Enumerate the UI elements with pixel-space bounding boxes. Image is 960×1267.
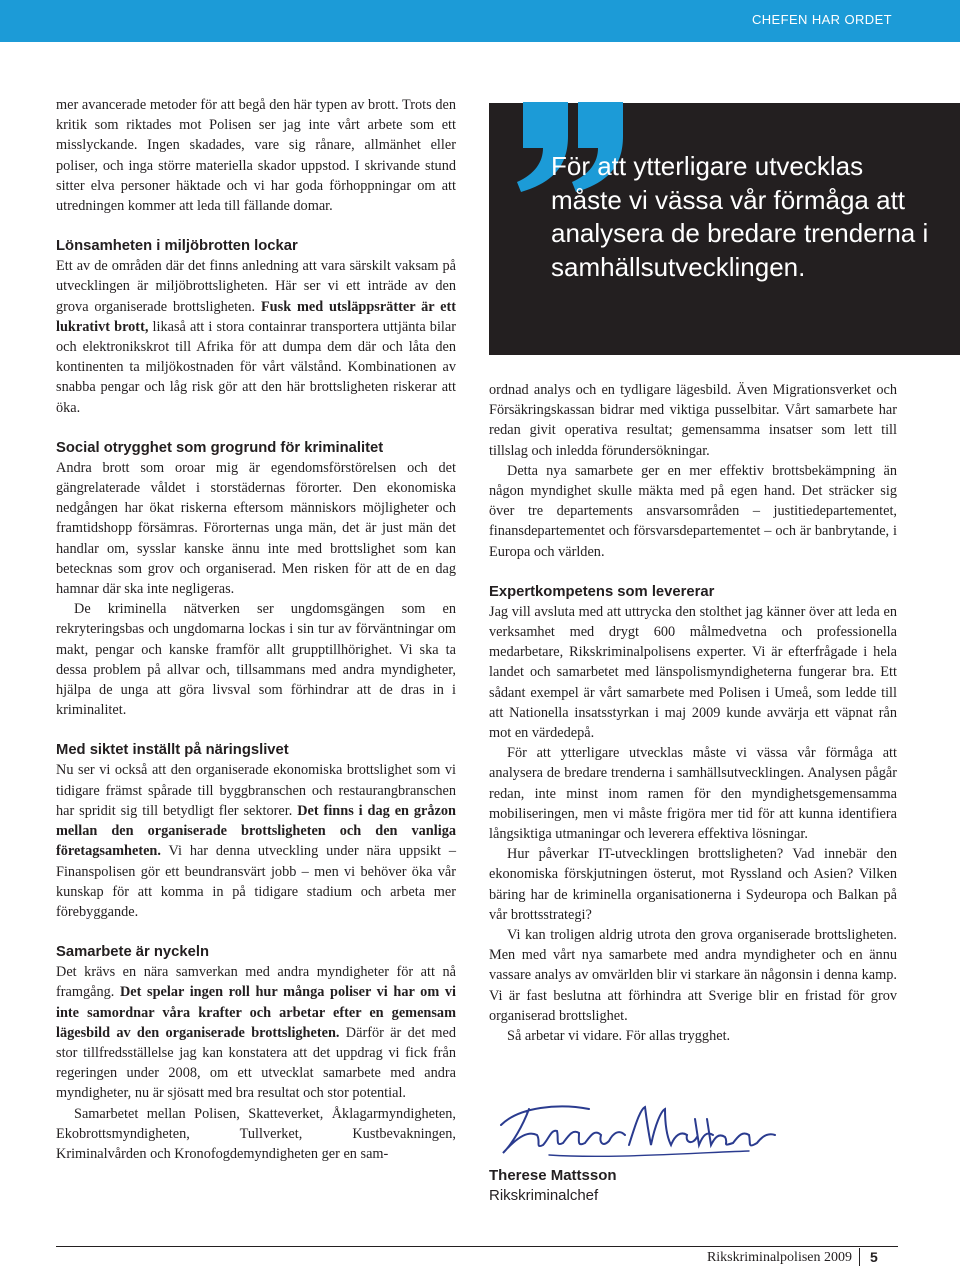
emphasis-text: Det spelar ingen roll hur många poliser vi har om vi inte samordnar våra krafter och arbetar efter en gemensam lägesbild av den organiserade brottsligheten. [56, 984, 456, 1041]
paragraph: De kriminella nätverken ser ungdomsgängen som en rekryteringsbas och ungdomarna lockas i sin tur av förväntningar om makt, pengar och kanske framför allt grupptillhörighet. Vi ska ta dessa problem på allvar och, tillsammans med andra myndigheter, hjälpa de unga att göra livsval som förhindrar att de dras in i kriminalitet. [56, 601, 456, 719]
paragraph: Andra brott som oroar mig är egendomsförstörelsen och det gängrelaterade våldet i storstädernas förorter. Den ekonomiska nedgången har ökat riskerna eftersom människors möjligheter och framtidshopp försämras. Förorternas unga män, det är just män det handlar om, sysslar kanske ännu inte med brottslighet som kan betecknas som grov och organiserad. Men risken för att de en dag hamnar där ska inte negligeras. [56, 459, 456, 598]
right-column [489, 380, 897, 1046]
footer-rule [56, 1246, 898, 1247]
page-number: 5 [870, 1249, 878, 1265]
paragraph: Ett av de områden där det finns anledning att vara särskilt vaksam på utvecklingen är miljöbrottsligheten. Här ser vi ett inträde av den grova organiserade brottsligheten. Fusk med utsläppsrätter är ett lukrativt brott, likaså att i stora containrar transportera uttjänta bilar och elektronikskrot till Afrika för att dumpa dem där och låta den kontinenten ta miljökostnaden för vårt välstånd. Kombinationen av snabba pengar och låg risk gör att den här brottsligheten riskerar att öka. [56, 258, 456, 416]
emphasis-text: Fusk med utsläppsrätter är ett lukrativt brott, [56, 298, 456, 335]
paragraph: Det krävs en nära samverkan med andra myndigheter för att nå framgång. Det spelar ingen roll hur många poliser vi har om vi inte samordnar våra krafter och arbetar efter en gemensam lägesbild av den organiserade brottsligheten. Därför är det med stor tillfredsställelse jag kan konstatera att det uppdrag vi fick från regeringen under 2008, om ett utvecklat samarbete med andra myndigheter, nu är sjösatt med bra resultat och stor potential. [56, 964, 457, 1102]
paragraph: Hur påverkar IT-utvecklingen brottsligheten? Vad innebär den ekonomiska förskjutningen österut, mot Ryssland och Asien? Vilken bäring har de kriminella organisationerna i Sydeuropa och Balkan på vår brottsstrategi? [489, 846, 897, 923]
footer-separator [859, 1248, 860, 1266]
author-title: Rikskriminalchef [489, 1187, 599, 1204]
paragraph: Jag vill avsluta med att uttrycka den stolthet jag känner över att leda en verksamhet med drygt 600 målmedvetna och professionella medarbetare, Rikskriminalpolisens experter. Vi är efterfrågade i hela landet och samarbetet med länspolismyndigheterna fungerar bra. Ett sådant exempel är vårt samarbete med Polisen i Umeå, som ledde till att Nationella insatsstyrkan i maj 2009 kunde avvärja ett väpnat rån mot en värdedepå. [489, 603, 897, 742]
paragraph: Vi kan troligen aldrig utrota den grova organiserade brottsligheten. Men med vårt nya samarbete med andra myndigheter och en ännu vassare analys av omvärlden blir vi starkare än någonsin i denna kamp. Vi är fast beslutna att förhindra att Sverige blir en fristad för grov organiserad brottslighet. [489, 927, 897, 1024]
handwritten-signature [489, 1095, 779, 1165]
subheading-social-otrygghet: Social otrygghet som grogrund för kriminalitet [56, 439, 384, 456]
paragraph: mer avancerade metoder för att begå den här typen av brott. Trots den kritik som riktades mot Polisen ser jag inte vårt arbete som ett misslyckande. Ingen skadades, vare sig rånare, allmänhet eller poliser, och inga större materiella skador uppstod. I skrivande stund sitter elva personer häktade och vi har goda förhoppningar om att utredningen kommer att leda till fällande domar. [56, 97, 456, 215]
author-name: Therese Mattsson [489, 1167, 617, 1184]
paragraph: För att ytterligare utvecklas måste vi vässa vår förmåga att analysera de bredare trenderna i samhällsutvecklingen. Analysen pågår redan, inte minst inom ramen för den myndighetsgemensamma mobiliseringen, men vi måste frigöra mer tid för att kunna identifiera långsiktiga utmaningar och leverera effektiva lösningar. [489, 745, 897, 843]
paragraph: Samarbetet mellan Polisen, Skatteverket, Åklagarmyndigheten, Ekobrottsmyndigheten, Tullverket, Kustbevakningen, Kriminalvården och Kronofogdemyndigheten ger en sam- [56, 1105, 456, 1162]
pull-quote-text: För att ytterligare utvecklas måste vi vässa vår förmåga att analysera de bredare trenderna i samhällsutvecklingen. [551, 151, 929, 282]
subheading-samarbete: Samarbete är nyckeln [56, 944, 209, 961]
left-column [56, 95, 456, 1164]
subheading-miljobrott: Lönsamheten i miljöbrotten lockar [56, 238, 298, 255]
paragraph: ordnad analys och en tydligare lägesbild. Även Migrationsverket och Försäkringskassan bidrar med viktiga pusselbitar. Vårt samarbete har redan givit operativa resultat; gemensamma insatser som lett till tillslag och inledda förundersökningar. [489, 382, 897, 459]
section-label: CHEFEN HAR ORDET [751, 12, 892, 27]
paragraph: Nu ser vi också att den organiserade ekonomiska brottslighet som vi tidigare främst spårade till byggbranschen och restaurangbranschen har spridit sig till betydligt fler sektorer. Det finns i dag en gråzon mellan den organiserade brottsligheten och den vanliga företagsamheten. Vi har denna utveckling under nära uppsikt – Finanspolisen gör ett beundransvärt jobb – men vi behöver öka vår kunskap för att komma in på tidigare stadium och arbeta mer förebyggande. [56, 762, 456, 920]
paragraph: Detta nya samarbete ger en mer effektiv brottsbekämpning än någon myndighet skulle mäkta med på egen hand. Det sträcker sig över tre departements ansvarsområden – justitiedepartementet, finansdepartementet och försvarsdepartementet – och är banbrytande, i Europa och världen. [489, 462, 897, 560]
emphasis-text: Det finns i dag en gråzon mellan den organiserade brottsligheten och den vanliga företagsamheten. [56, 802, 456, 860]
paragraph: Så arbetar vi vidare. För allas trygghet. [507, 1028, 731, 1045]
subheading-expertkompetens: Expertkompetens som levererar [489, 583, 715, 600]
subheading-naringslivet: Med siktet inställt på näringslivet [56, 742, 289, 759]
footer-publication: Rikskriminalpolisen 2009 [706, 1250, 852, 1265]
